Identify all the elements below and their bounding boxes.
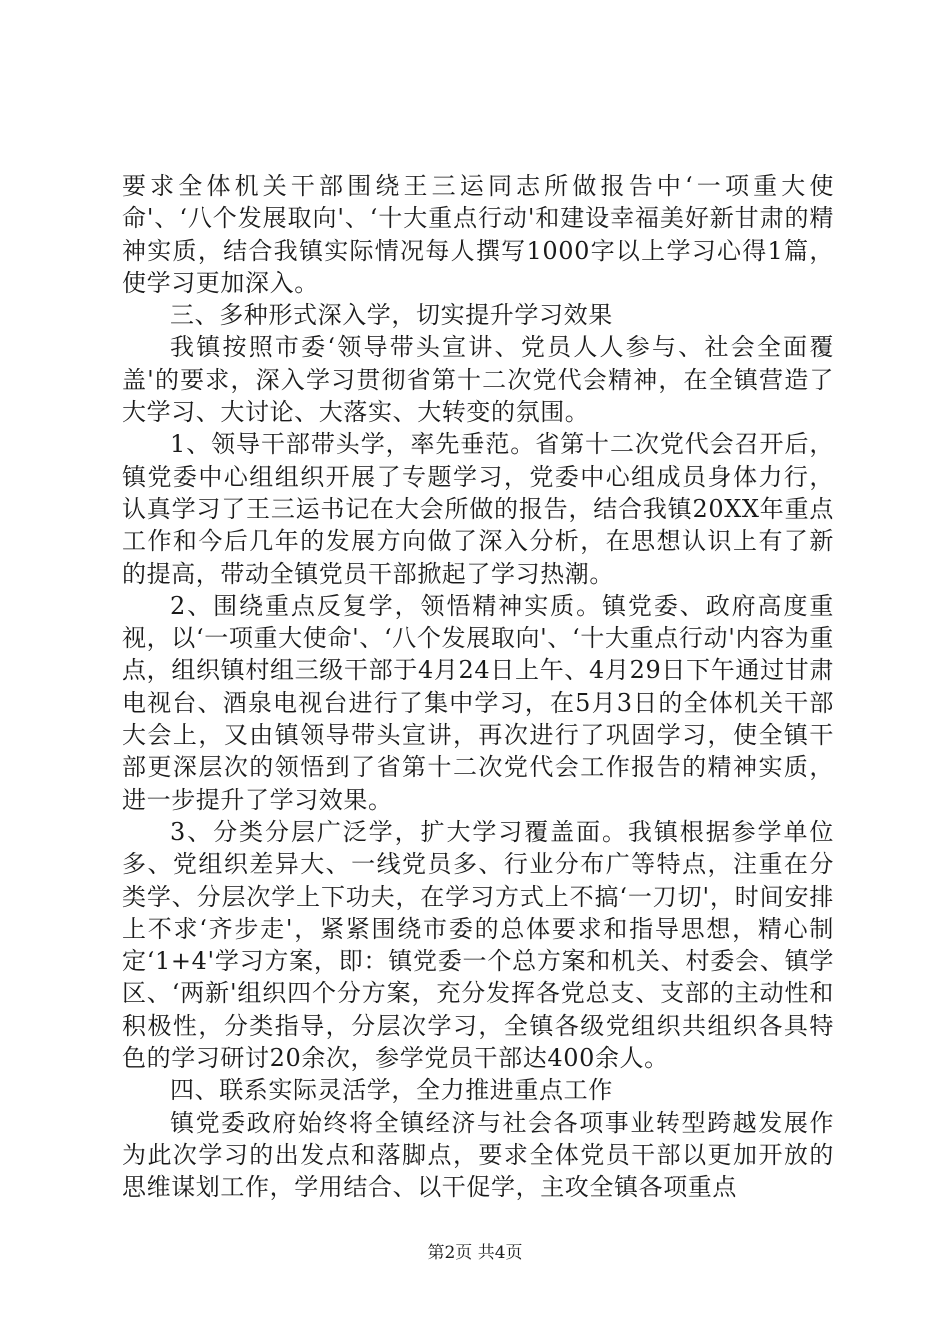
paragraph-continuation: 要求全体机关干部围绕王三运同志所做报告中‘一项重大使命'、‘八个发展取向'、‘十大重点行动'和建设幸福美好新甘肃的精神实质，结合我镇实际情况每人撰写1000字以上学习心得1篇，使学习更加深入。 bbox=[122, 172, 834, 297]
document-body bbox=[122, 170, 834, 1204]
paragraph-closing: 镇党委政府始终将全镇经济与社会各项事业转型跨越发展作为此次学习的出发点和落脚点，要求全体党员干部以更加开放的思维谋划工作，学用结合、以干促学，主攻全镇各项重点 bbox=[122, 1108, 834, 1202]
paragraph-item-2: 2、围绕重点反复学，领悟精神实质。镇党委、政府高度重视，以‘一项重大使命'、‘八个发展取向'、‘十大重点行动'内容为重点，组织镇村组三级干部于4月24日上午、4月29日下午通过甘肃电视台、酒泉电视台进行了集中学习，在5月3日的全体机关干部大会上，又由镇领导带头宣讲，再次进行了巩固学习，使全镇干部更深层次的领悟到了省第十二次党代会工作报告的精神实质，进一步提升了学习效果。 bbox=[122, 591, 834, 814]
section-heading-four: 四、联系实际灵活学，全力推进重点工作 bbox=[170, 1076, 613, 1105]
paragraph-item-1: 1、领导干部带头学，率先垂范。省第十二次党代会召开后，镇党委中心组组织开展了专题学习，党委中心组成员身体力行，认真学习了王三运书记在大会所做的报告，结合我镇20XX年重点工作和今后几年的发展方向做了深入分析，在思想认识上有了新的提高，带动全镇党员干部掀起了学习热潮。 bbox=[122, 430, 834, 588]
paragraph-item-3: 3、分类分层广泛学，扩大学习覆盖面。我镇根据参学单位多、党组织差异大、一线党员多、行业分布广等特点，注重在分类学、分层次学上下功夫，在学习方式上不搞‘一刀切'，时间安排上不求‘齐步走'，紧紧围绕市委的总体要求和指导思想，精心制定‘1+4'学习方案，即：镇党委一个总方案和机关、村委会、镇学区、‘两新'组织四个分方案，充分发挥各党总支、支部的主动性和积极性，分类指导，分层次学习，全镇各级党组织共组织各具特色的学习研讨20余次，参学党员干部达400余人。 bbox=[122, 817, 834, 1073]
page-number-footer: 第2页 共4页 bbox=[427, 1243, 523, 1263]
section-heading-three: 三、多种形式深入学，切实提升学习效果 bbox=[170, 301, 613, 330]
paragraph-intro: 我镇按照市委‘领导带头宣讲、党员人人参与、社会全面覆盖'的要求，深入学习贯彻省第十二次党代会精神，在全镇营造了大学习、大讨论、大落实、大转变的氛围。 bbox=[122, 333, 834, 427]
